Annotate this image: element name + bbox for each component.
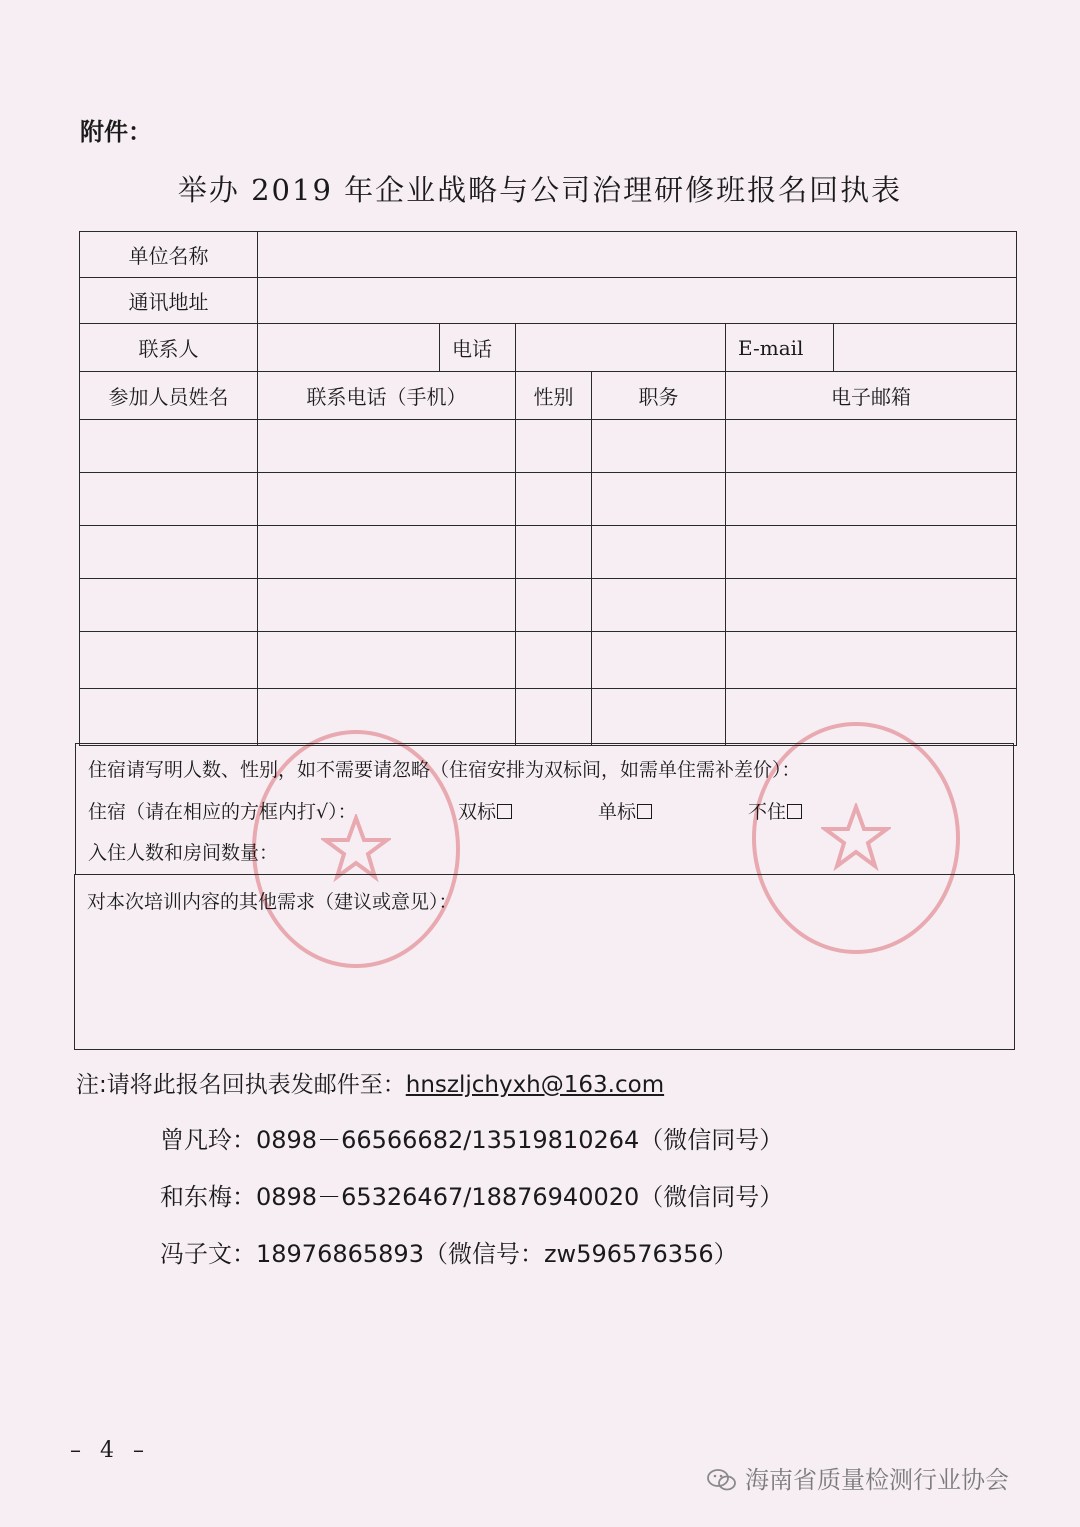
participant-row (80, 526, 1017, 579)
contact-name: 曾凡玲： (160, 1126, 256, 1154)
lodging-option-double[interactable] (458, 797, 512, 824)
participant-row (80, 689, 1017, 746)
participant-email-header: 电子邮箱 (726, 372, 1017, 420)
participant-mobile-cell[interactable] (258, 420, 516, 473)
page-number: – 4 – (70, 1438, 150, 1463)
submission-email-link[interactable]: hnszljchyxh@163.com (405, 1072, 665, 1098)
contact-label: 联系人 (80, 324, 258, 372)
participant-email-cell[interactable] (726, 632, 1017, 689)
contact-line (160, 1234, 738, 1269)
contact-row (80, 324, 1017, 372)
lodging-prompt: 住宿（请在相应的方框内打√）： (88, 801, 357, 823)
participant-email-cell[interactable] (726, 579, 1017, 632)
participant-mobile-cell[interactable] (258, 526, 516, 579)
wechat-watermark (707, 1460, 1009, 1495)
address-row (80, 278, 1017, 324)
training-needs-section[interactable] (74, 874, 1015, 1050)
participant-position-cell[interactable] (592, 420, 726, 473)
participant-name-cell[interactable] (80, 689, 258, 746)
phone-field[interactable] (516, 324, 726, 372)
org-name-label: 单位名称 (80, 232, 258, 278)
participant-gender-cell[interactable] (516, 689, 592, 746)
participant-position-header: 职务 (592, 372, 726, 420)
checkbox-icon[interactable] (497, 804, 512, 819)
participant-gender-header: 性别 (516, 372, 592, 420)
participant-email-cell[interactable] (726, 526, 1017, 579)
lodging-option-single[interactable] (598, 797, 652, 824)
training-needs-label: 对本次培训内容的其他需求（建议或意见）： (87, 891, 458, 913)
participant-email-cell[interactable] (726, 689, 1017, 746)
attachment-label: 附件： (80, 118, 152, 146)
participant-row (80, 420, 1017, 473)
watermark-text: 海南省质量检测行业协会 (745, 1466, 1009, 1494)
lodging-option-single-label: 单标 (598, 801, 637, 823)
submission-note-text: 注:请将此报名回执表发邮件至： (76, 1072, 406, 1098)
participant-row (80, 473, 1017, 526)
contact-info: 18976865893（微信号：zw596576356） (256, 1240, 738, 1268)
checkbox-icon[interactable] (637, 804, 652, 819)
participant-mobile-cell[interactable] (258, 689, 516, 746)
lodging-option-none-label: 不住 (748, 801, 787, 823)
wechat-icon (707, 1468, 737, 1492)
participant-name-cell[interactable] (80, 473, 258, 526)
participant-position-cell[interactable] (592, 473, 726, 526)
contact-line (160, 1177, 783, 1212)
lodging-option-double-label: 双标 (458, 801, 497, 823)
participant-row (80, 632, 1017, 689)
participant-email-cell[interactable] (726, 420, 1017, 473)
checkbox-icon[interactable] (787, 804, 802, 819)
participant-mobile-cell[interactable] (258, 473, 516, 526)
address-field[interactable] (258, 278, 1017, 324)
org-name-field[interactable] (258, 232, 1017, 278)
contact-name: 和东梅： (160, 1183, 256, 1211)
participant-position-cell[interactable] (592, 689, 726, 746)
contact-field[interactable] (258, 324, 440, 372)
rooms-label: 入住人数和房间数量： (88, 842, 279, 864)
participant-mobile-cell[interactable] (258, 579, 516, 632)
participant-gender-cell[interactable] (516, 526, 592, 579)
participant-name-cell[interactable] (80, 579, 258, 632)
participant-gender-cell[interactable] (516, 420, 592, 473)
lodging-instructions: 住宿请写明人数、性别，如不需要请忽略（住宿安排为双标间，如需单住需补差价）： (88, 759, 801, 781)
address-label: 通讯地址 (80, 278, 258, 324)
participant-email-cell[interactable] (726, 473, 1017, 526)
org-name-row (80, 232, 1017, 278)
contact-info: 0898－65326467/18876940020（微信同号） (256, 1183, 784, 1211)
participant-name-cell[interactable] (80, 526, 258, 579)
participant-gender-cell[interactable] (516, 473, 592, 526)
participant-name-cell[interactable] (80, 632, 258, 689)
lodging-section (75, 743, 1014, 875)
participant-mobile-header: 联系电话（手机） (258, 372, 516, 420)
participant-gender-cell[interactable] (516, 632, 592, 689)
email-field[interactable] (834, 324, 1017, 372)
participant-mobile-cell[interactable] (258, 632, 516, 689)
contact-name: 冯子文： (160, 1240, 256, 1268)
participant-gender-cell[interactable] (516, 579, 592, 632)
email-label: E-mail (726, 324, 834, 372)
participant-row (80, 579, 1017, 632)
participant-name-header: 参加人员姓名 (80, 372, 258, 420)
lodging-option-none[interactable] (748, 797, 802, 824)
registration-form-table (79, 231, 1017, 746)
participant-position-cell[interactable] (592, 526, 726, 579)
participant-position-cell[interactable] (592, 632, 726, 689)
participant-header-row (80, 372, 1017, 420)
contact-line (160, 1120, 783, 1155)
participant-position-cell[interactable] (592, 579, 726, 632)
submission-note (76, 1066, 664, 1099)
phone-label: 电话 (440, 324, 516, 372)
contact-info: 0898－66566682/13519810264（微信同号） (256, 1126, 784, 1154)
document-title: 举办 2019 年企业战略与公司治理研修班报名回执表 (177, 173, 903, 207)
participant-name-cell[interactable] (80, 420, 258, 473)
